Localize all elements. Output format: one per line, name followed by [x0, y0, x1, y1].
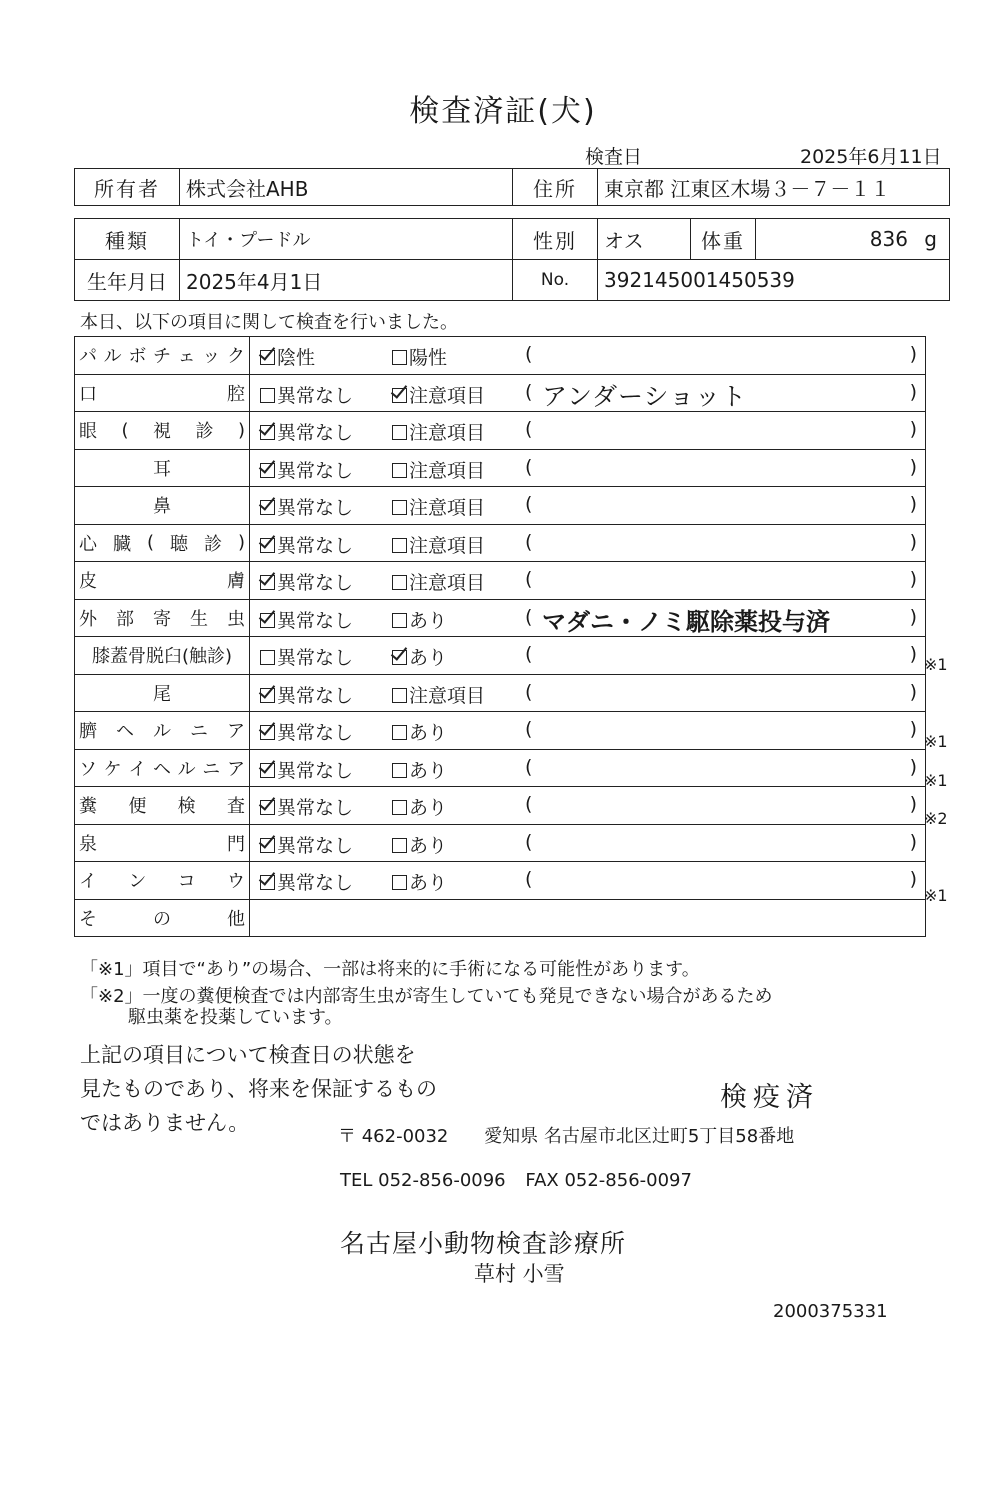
item-label: [75, 674, 250, 712]
check-row: [75, 337, 926, 375]
paren-close: ): [909, 605, 917, 628]
result-cell: [250, 524, 926, 562]
item-label-char: ヘ: [152, 758, 171, 780]
paren-close: ): [909, 718, 917, 740]
option-label: 注意項目: [409, 684, 486, 707]
tel-number: TEL 052-856-0096: [340, 1170, 506, 1191]
item-label-char: 糞: [79, 796, 97, 818]
item-label-char: 診: [195, 421, 214, 443]
exam-date-label: 検査日: [585, 146, 643, 168]
item-label: [75, 749, 250, 787]
checkbox-icon[interactable]: [260, 613, 275, 628]
result-cell: [250, 862, 926, 900]
item-label: [75, 862, 250, 900]
address-value: 東京都 江東区木場３－７－１１: [598, 169, 950, 206]
option-checkbox[interactable]: [392, 343, 447, 370]
paren-open: (: [525, 830, 533, 853]
option-label: 陰性: [277, 347, 316, 369]
serial-number: 2000375331: [773, 1301, 888, 1322]
check-row: [75, 787, 926, 825]
option-checkbox[interactable]: [392, 756, 447, 783]
item-label-char: ル: [103, 346, 122, 368]
option-label: 異常なし: [277, 572, 354, 594]
option-label: あり: [409, 759, 448, 782]
paren-close: ): [909, 493, 917, 515]
paren-open: (: [525, 418, 533, 440]
check-row: [75, 599, 926, 637]
birth-label: 生年月日: [75, 260, 180, 301]
checkbox-icon[interactable]: [392, 350, 407, 365]
item-label: [75, 524, 250, 562]
item-label-char: コ: [177, 871, 196, 893]
checkbox-icon[interactable]: [260, 763, 275, 778]
paren-open: (: [525, 455, 533, 478]
checkbox-icon[interactable]: [392, 613, 407, 628]
option-checkbox[interactable]: [260, 756, 353, 783]
item-label-char: 聴: [169, 533, 188, 555]
check-row: [75, 449, 926, 487]
item-label-char: イ: [128, 758, 147, 780]
remark-text: アンダーショット: [542, 381, 748, 411]
postal-code: 〒 462-0032: [338, 1126, 449, 1147]
result-cell: [250, 637, 926, 675]
other-remarks-cell: [250, 899, 926, 937]
weight-unit: g: [924, 227, 937, 251]
option-label: 異常なし: [277, 647, 354, 669]
option-checkbox[interactable]: [392, 681, 485, 708]
checkbox-icon[interactable]: [260, 725, 275, 740]
checkbox-icon[interactable]: [260, 463, 275, 478]
item-label-char: 便: [128, 796, 147, 818]
item-label-char: ケ: [103, 758, 122, 780]
clinic-address-line: [338, 1122, 794, 1148]
item-label-char: ア: [226, 758, 245, 780]
checkbox-icon[interactable]: [260, 800, 275, 815]
check-row: [75, 749, 926, 787]
option-checkbox[interactable]: [260, 381, 353, 408]
item-label-char: ル: [153, 721, 171, 743]
animal-table: [74, 218, 950, 301]
contact-line: [340, 1170, 692, 1191]
paren-close: ): [909, 755, 917, 778]
weight-label: 体重: [691, 219, 756, 260]
option-label: 異常なし: [277, 534, 354, 557]
note-2-line-2: 駆虫薬を投薬しています。: [128, 1007, 343, 1028]
quarantine-stamp: 検疫済: [720, 1082, 819, 1113]
item-label-char: 口: [79, 383, 97, 405]
paren-close: ): [909, 568, 917, 590]
option-label: 注意項目: [409, 422, 486, 444]
clinic-address: 愛知県 名古屋市北区辻町5丁目58番地: [484, 1126, 795, 1147]
checkbox-icon[interactable]: [260, 538, 275, 553]
item-label-char: 門: [227, 833, 245, 855]
option-label: 陽性: [409, 347, 448, 369]
item-label-char: 皮: [79, 571, 97, 593]
item-label: [75, 637, 250, 675]
item-label-char: ソ: [79, 758, 97, 780]
option-checkbox[interactable]: [392, 381, 485, 408]
check-row: [75, 824, 926, 862]
item-label-char: 外: [79, 608, 97, 630]
item-label-char: 心: [79, 533, 97, 555]
item-label-char: ヘ: [116, 721, 134, 743]
result-cell: [250, 824, 926, 862]
option-label: 注意項目: [409, 572, 486, 594]
option-label: 異常なし: [277, 609, 354, 632]
item-label: [75, 487, 250, 525]
paren-open: (: [525, 493, 533, 515]
option-label: 注意項目: [409, 534, 486, 557]
item-label: [75, 899, 250, 937]
item-label-char: 眼: [79, 421, 97, 443]
disclaimer-line: 見たものであり、将来を保証するもの: [80, 1077, 437, 1101]
option-label: あり: [409, 872, 448, 894]
item-label-char: 寄: [153, 608, 171, 630]
checkbox-icon[interactable]: [392, 500, 407, 515]
item-label-char: 臓: [112, 533, 131, 555]
option-label: 異常なし: [277, 797, 354, 819]
paren-open: (: [525, 718, 533, 740]
checkbox-icon[interactable]: [260, 350, 275, 365]
paren-open: (: [525, 793, 533, 815]
checkbox-icon[interactable]: [392, 800, 407, 815]
check-row: [75, 412, 926, 450]
option-checkbox[interactable]: [392, 793, 447, 820]
item-label-char: チ: [152, 346, 171, 368]
address-label: 住所: [513, 169, 598, 206]
checkbox-icon[interactable]: [392, 838, 407, 853]
result-cell: [250, 562, 926, 600]
checkbox-icon[interactable]: [260, 650, 275, 665]
item-label-char: ェ: [177, 346, 196, 368]
option-checkbox[interactable]: [260, 418, 353, 445]
paren-close: ): [909, 455, 917, 478]
number-value: 392145001450539: [598, 260, 950, 301]
paren-close: ): [909, 793, 917, 815]
item-label-char: 査: [226, 796, 245, 818]
option-checkbox[interactable]: [392, 868, 447, 895]
option-checkbox[interactable]: [260, 868, 353, 895]
option-label: あり: [409, 834, 448, 857]
option-label: 異常なし: [277, 422, 354, 444]
item-label-char: パ: [79, 346, 97, 368]
option-checkbox[interactable]: [260, 343, 315, 370]
item-label-char: 腔: [227, 383, 245, 405]
footnote-mark: ※1: [924, 732, 948, 751]
option-label: 異常なし: [277, 872, 354, 894]
result-cell: [250, 374, 926, 412]
paren-open: (: [525, 680, 533, 703]
option-checkbox[interactable]: [392, 568, 485, 595]
breed-label: 種類: [75, 219, 180, 260]
option-checkbox[interactable]: [260, 681, 353, 708]
check-row: [75, 562, 926, 600]
paren-open: (: [525, 605, 533, 628]
paren-open: (: [525, 568, 533, 590]
result-cell: [250, 674, 926, 712]
birth-value: 2025年4月1日: [180, 260, 513, 301]
item-label-char: イ: [79, 871, 97, 893]
checkbox-icon[interactable]: [260, 688, 275, 703]
option-checkbox[interactable]: [260, 643, 353, 670]
page-title: 検査済証(犬): [409, 94, 597, 129]
option-label: 異常なし: [277, 459, 354, 482]
item-label-char: の: [153, 908, 171, 930]
disclaimer-line: 上記の項目について検査日の状態を: [80, 1043, 416, 1067]
item-label-char: 膚: [227, 571, 245, 593]
vet-name: 草村 小雪: [474, 1262, 565, 1286]
option-label: 異常なし: [277, 384, 354, 407]
item-label-char: 部: [116, 608, 134, 630]
result-cell: [250, 449, 926, 487]
paren-open: (: [525, 755, 533, 778]
option-label: 注意項目: [409, 384, 486, 407]
option-label: 異常なし: [277, 759, 354, 782]
option-checkbox[interactable]: [260, 456, 353, 483]
option-checkbox[interactable]: [260, 568, 353, 595]
paren-close: ): [909, 418, 917, 440]
option-checkbox[interactable]: [392, 456, 485, 483]
option-checkbox[interactable]: [392, 531, 485, 558]
paren-open: (: [525, 343, 533, 365]
paren-open: (: [525, 530, 533, 553]
owner-label: 所有者: [75, 169, 180, 206]
option-checkbox[interactable]: [392, 718, 447, 745]
item-label: [75, 412, 250, 450]
option-label: 異常なし: [277, 497, 354, 519]
item-label-char: 視: [153, 421, 171, 443]
option-checkbox[interactable]: [392, 418, 485, 445]
option-checkbox[interactable]: [260, 493, 353, 520]
weight-value: 836: [869, 227, 908, 251]
checkbox-icon[interactable]: [260, 388, 275, 403]
result-cell: [250, 749, 926, 787]
number-label: No.: [513, 260, 598, 301]
check-row: [75, 374, 926, 412]
checkbox-icon[interactable]: [260, 838, 275, 853]
item-label: [75, 337, 250, 375]
item-label-char: 臍: [79, 721, 97, 743]
checkbox-icon[interactable]: [392, 463, 407, 478]
paren-close: ): [909, 380, 917, 403]
option-label: あり: [409, 797, 448, 819]
checkbox-icon[interactable]: [392, 575, 407, 590]
intro-text: 本日、以下の項目に関して検査を行いました。: [80, 312, 458, 333]
item-label-char: 他: [227, 908, 245, 930]
checkbox-icon[interactable]: [392, 650, 407, 665]
item-label-char: ボ: [128, 346, 147, 368]
checkbox-icon[interactable]: [392, 425, 407, 440]
breed-value: トイ・プードル: [180, 219, 513, 260]
check-row: [75, 674, 926, 712]
owner-table: [74, 168, 950, 206]
option-label: 異常なし: [277, 684, 354, 707]
result-cell: [250, 787, 926, 825]
check-row: [75, 712, 926, 750]
note-1: 「※1」項目で“あり”の場合、一部は将来的に手術になる可能性があります。: [80, 959, 700, 980]
check-table: [74, 336, 926, 937]
option-label: 注意項目: [409, 497, 486, 519]
option-checkbox[interactable]: [260, 718, 353, 745]
checkbox-icon[interactable]: [260, 875, 275, 890]
option-checkbox[interactable]: [392, 643, 447, 670]
item-label-char: 虫: [227, 608, 245, 630]
exam-date: 2025年6月11日: [800, 146, 942, 168]
item-label-char: 泉: [79, 833, 97, 855]
check-row: [75, 637, 926, 675]
disclaimer-line: ではありません。: [80, 1111, 250, 1135]
paren-close: ): [909, 868, 917, 890]
item-label-char: ): [237, 532, 245, 554]
paren-close: ): [909, 830, 917, 853]
sex-label: 性別: [513, 219, 598, 260]
option-label: あり: [409, 647, 448, 669]
item-label-char: ア: [227, 721, 245, 743]
item-label-char: (: [146, 532, 154, 554]
item-label-char: ッ: [202, 346, 221, 368]
check-row: [75, 862, 926, 900]
item-label-char: 尾: [153, 683, 171, 705]
weight-cell: [756, 219, 950, 260]
option-label: 異常なし: [277, 722, 354, 744]
footnote-mark: ※2: [924, 809, 948, 828]
result-cell: [250, 412, 926, 450]
paren-open: (: [525, 868, 533, 890]
item-label-char: 膝蓋骨脱臼(触診): [91, 646, 233, 668]
item-label: [75, 374, 250, 412]
item-label: [75, 787, 250, 825]
clinic-name: 名古屋小動物検査診療所: [340, 1229, 627, 1258]
option-label: あり: [409, 609, 448, 632]
item-label-char: ): [237, 419, 245, 441]
paren-close: ): [909, 530, 917, 553]
checkbox-icon[interactable]: [392, 725, 407, 740]
paren-close: ): [909, 643, 917, 665]
checkbox-icon[interactable]: [392, 875, 407, 890]
fax-number: FAX 052-856-0097: [525, 1170, 692, 1191]
result-cell: [250, 712, 926, 750]
option-checkbox[interactable]: [392, 831, 447, 858]
checkbox-icon[interactable]: [260, 425, 275, 440]
checkbox-icon[interactable]: [392, 688, 407, 703]
option-checkbox[interactable]: [392, 493, 485, 520]
option-checkbox[interactable]: [260, 831, 353, 858]
option-checkbox[interactable]: [260, 606, 353, 633]
option-label: 注意項目: [409, 459, 486, 482]
checkbox-icon[interactable]: [392, 763, 407, 778]
item-label: [75, 449, 250, 487]
paren-close: ): [909, 343, 917, 365]
option-label: 異常なし: [277, 834, 354, 857]
paren-open: (: [525, 380, 533, 403]
remark-text: マダニ・ノミ駆除薬投与済: [542, 607, 830, 636]
check-row: [75, 487, 926, 525]
item-label-char: ニ: [190, 721, 208, 743]
sex-value: オス: [598, 219, 691, 260]
footnote-mark: ※1: [924, 886, 948, 905]
item-label-char: そ: [79, 908, 97, 930]
option-checkbox[interactable]: [260, 531, 353, 558]
item-label-char: ニ: [202, 758, 221, 780]
item-label-char: ウ: [226, 871, 245, 893]
item-label-char: ン: [128, 871, 147, 893]
item-label-char: 生: [190, 608, 208, 630]
check-row-other: [75, 899, 926, 937]
item-label-char: 検: [177, 796, 196, 818]
footnote-mark: ※1: [924, 655, 948, 674]
check-row: [75, 524, 926, 562]
note-2-line-1: 「※2」一度の糞便検査では内部寄生虫が寄生していても発見できない場合があるため: [80, 986, 773, 1007]
paren-open: (: [525, 643, 533, 665]
item-label-char: (: [121, 419, 129, 441]
checkbox-icon[interactable]: [260, 575, 275, 590]
item-label-char: 診: [203, 533, 222, 555]
item-label: [75, 562, 250, 600]
result-cell: [250, 487, 926, 525]
item-label-char: 鼻: [153, 496, 171, 518]
result-cell: [250, 599, 926, 637]
item-label: [75, 824, 250, 862]
item-label-char: ク: [226, 346, 245, 368]
option-checkbox[interactable]: [260, 793, 353, 820]
item-label: [75, 712, 250, 750]
result-cell: [250, 337, 926, 375]
footnote-mark: ※1: [924, 770, 948, 790]
owner-value: 株式会社AHB: [180, 169, 513, 206]
checkbox-icon[interactable]: [392, 388, 407, 403]
item-label-char: ル: [177, 758, 196, 780]
item-label-char: 耳: [153, 458, 171, 480]
checkbox-icon[interactable]: [260, 500, 275, 515]
option-checkbox[interactable]: [392, 606, 447, 633]
checkbox-icon[interactable]: [392, 538, 407, 553]
option-label: あり: [409, 722, 448, 744]
item-label: [75, 599, 250, 637]
paren-close: ): [909, 680, 917, 703]
